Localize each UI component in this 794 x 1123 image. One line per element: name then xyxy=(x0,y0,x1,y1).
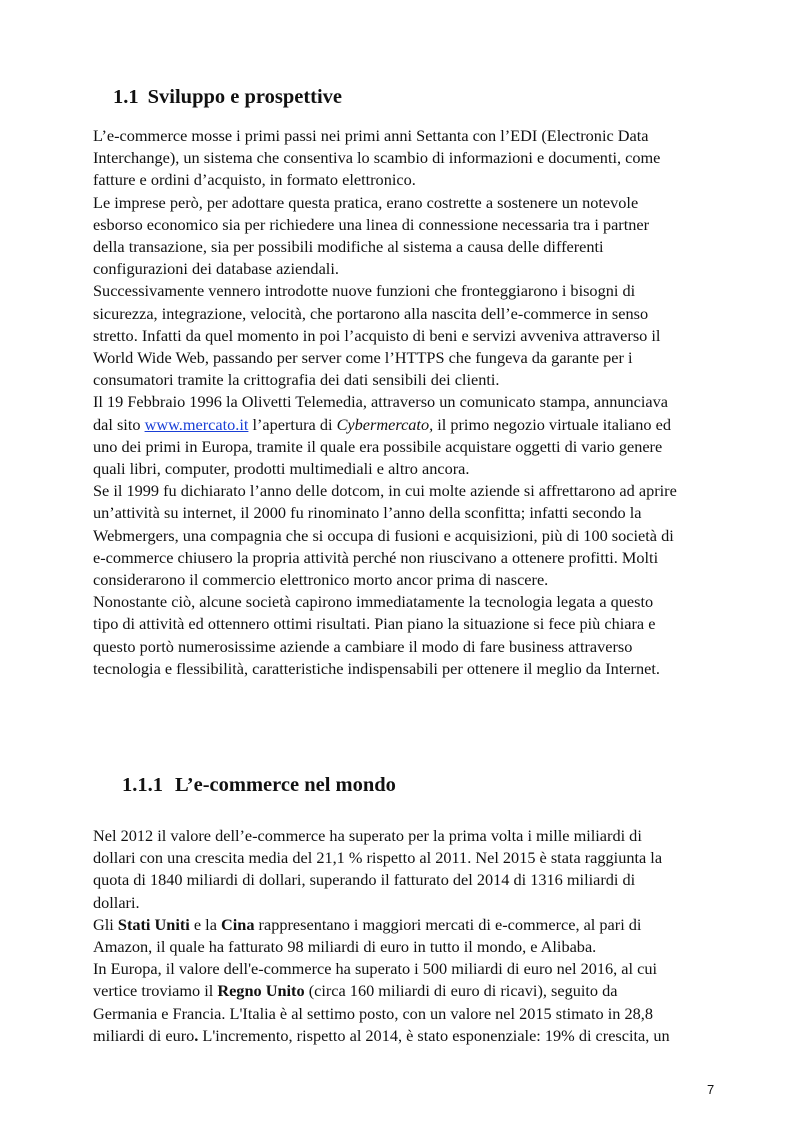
subsection-body xyxy=(93,825,723,1047)
text-fragment: e la xyxy=(189,914,221,934)
text-line: quali libri, computer, prodotti multimediali e altro ancora. xyxy=(93,459,470,479)
text-line: stretto. Infatti da quel momento in poi l’acquisto di beni e servizi avveniva attraverso il xyxy=(93,325,661,345)
section-body xyxy=(93,125,723,680)
text-line: fatture e ordini d’acquisto, in formato elettronico. xyxy=(93,170,416,190)
section-heading xyxy=(113,86,342,109)
subsection-number: 1.1.1 xyxy=(122,774,163,796)
text-line: considerarono il commercio elettronico morto ancor prima di nascere. xyxy=(93,570,549,590)
text-fragment: dal sito xyxy=(93,414,145,434)
text-line: Se il 1999 fu dichiarato l’anno delle dotcom, in cui molte aziende si affrettarono ad aprire xyxy=(93,481,677,501)
text-line: uno dei primi in Europa, tramite il quale era possibile acquistare oggetti di vario genere xyxy=(93,436,663,456)
bold-period: . xyxy=(194,1025,199,1045)
text-line: tipo di attività ed ottennero ottimi risultati. Pian piano la situazione si fece più chiara e xyxy=(93,614,656,634)
text-line: questo portò numerosissime aziende a cambiare il modo di fare business attraverso xyxy=(93,636,633,656)
text-line: Nel 2012 il valore dell’e-commerce ha superato per la prima volta i mille miliardi di xyxy=(93,826,642,845)
text-line: Successivamente vennero introdotte nuove funzioni che fronteggiarono i bisogni di xyxy=(93,281,636,301)
text-line: tecnologia e flessibilità, caratteristiche indispensabili per ottenere il meglio da Internet. xyxy=(93,658,660,678)
text-line: esborso economico sia per richiedere una linea di connessione necessaria tra i partner xyxy=(93,214,650,234)
text-fragment: L'incremento, rispetto al 2014, è stato esponenziale: 19% di crescita, un xyxy=(198,1025,670,1045)
text-fragment: il primo negozio virtuale italiano ed xyxy=(433,414,671,434)
bold-cina: Cina xyxy=(221,914,255,934)
text-line: Germania e Francia. L'Italia è al settimo posto, con un valore nel 2015 stimato in 28,8 xyxy=(93,1003,653,1023)
text-line: e-commerce chiusero la propria attività perché non riuscivano a ottenere profitti. Molti xyxy=(93,547,659,567)
text-line: Nonostante ciò, alcune società capirono immediatamente la tecnologia legata a questo xyxy=(93,592,654,612)
text-fragment: miliardi di euro xyxy=(93,1025,195,1045)
text-line xyxy=(93,914,723,936)
text-line: consumatori tramite la crittografia dei dati sensibili dei clienti. xyxy=(93,370,500,390)
mercato-link[interactable]: www.mercato.it xyxy=(144,414,249,434)
text-line: Webmergers, una compagnia che si occupa di fusioni e acquisizioni, più di 100 società di xyxy=(93,525,674,545)
section-number: 1.1 xyxy=(113,86,139,108)
bold-regno-unito: Regno Unito xyxy=(217,981,305,1001)
text-line: In Europa, il valore dell'e-commerce ha superato i 500 miliardi di euro nel 2016, al cui xyxy=(93,959,657,979)
text-fragment: Gli xyxy=(93,914,118,934)
text-line xyxy=(93,980,723,1002)
text-line: World Wide Web, passando per server come l’HTTPS che fungeva da garante per i xyxy=(93,348,633,368)
text-line: configurazioni dei database aziendali. xyxy=(93,259,339,279)
section-title: Sviluppo e prospettive xyxy=(147,86,343,108)
text-line: Amazon, il quale ha fatturato 98 miliardi di euro in tutto il mondo, e Alibaba. xyxy=(93,937,597,957)
bold-stati-uniti: Stati Uniti xyxy=(117,914,190,934)
page-number: 7 xyxy=(707,1082,715,1097)
text-line: Interchange), un sistema che consentiva lo scambio di informazioni e documenti, come xyxy=(93,148,661,168)
text-line: sicurezza, integrazione, velocità, che portarono alla nascita dell’e-commerce in senso xyxy=(93,303,649,323)
subsection-heading xyxy=(122,774,396,797)
text-line: Il 19 Febbraio 1996 la Olivetti Telemedia, attraverso un comunicato stampa, annunciava xyxy=(93,392,669,412)
cybermercato-italic: Cybermercato, xyxy=(336,414,434,434)
text-line: Le imprese però, per adottare questa pratica, erano costrette a sostenere un notevole xyxy=(93,192,639,212)
text-fragment: vertice troviamo il xyxy=(93,981,218,1001)
text-line: dollari con una crescita media del 21,1 % rispetto al 2011. Nel 2015 è stata raggiunta la xyxy=(93,848,663,868)
text-line: un’attività su internet, il 2000 fu rinominato l’anno della sconfitta; infatti secondo la xyxy=(93,503,642,523)
text-line xyxy=(93,1025,723,1047)
subsection-title: L’e-commerce nel mondo xyxy=(175,774,396,796)
text-fragment: l’apertura di xyxy=(248,414,337,434)
text-line: dollari. xyxy=(93,892,140,912)
text-line: della transazione, sia per possibili modifiche al sistema a causa delle differenti xyxy=(93,237,604,257)
text-line: L’e-commerce mosse i primi passi nei primi anni Settanta con l’EDI (Electronic Data xyxy=(93,126,649,145)
text-line: quota di 1840 miliardi di dollari, superando il fatturato del 2014 di 1316 miliardi di xyxy=(93,870,636,890)
text-line-with-link xyxy=(93,414,723,436)
text-fragment: (circa 160 miliardi di euro di ricavi), seguito da xyxy=(304,981,618,1001)
text-fragment: rappresentano i maggiori mercati di e-commerce, al pari di xyxy=(254,914,642,934)
